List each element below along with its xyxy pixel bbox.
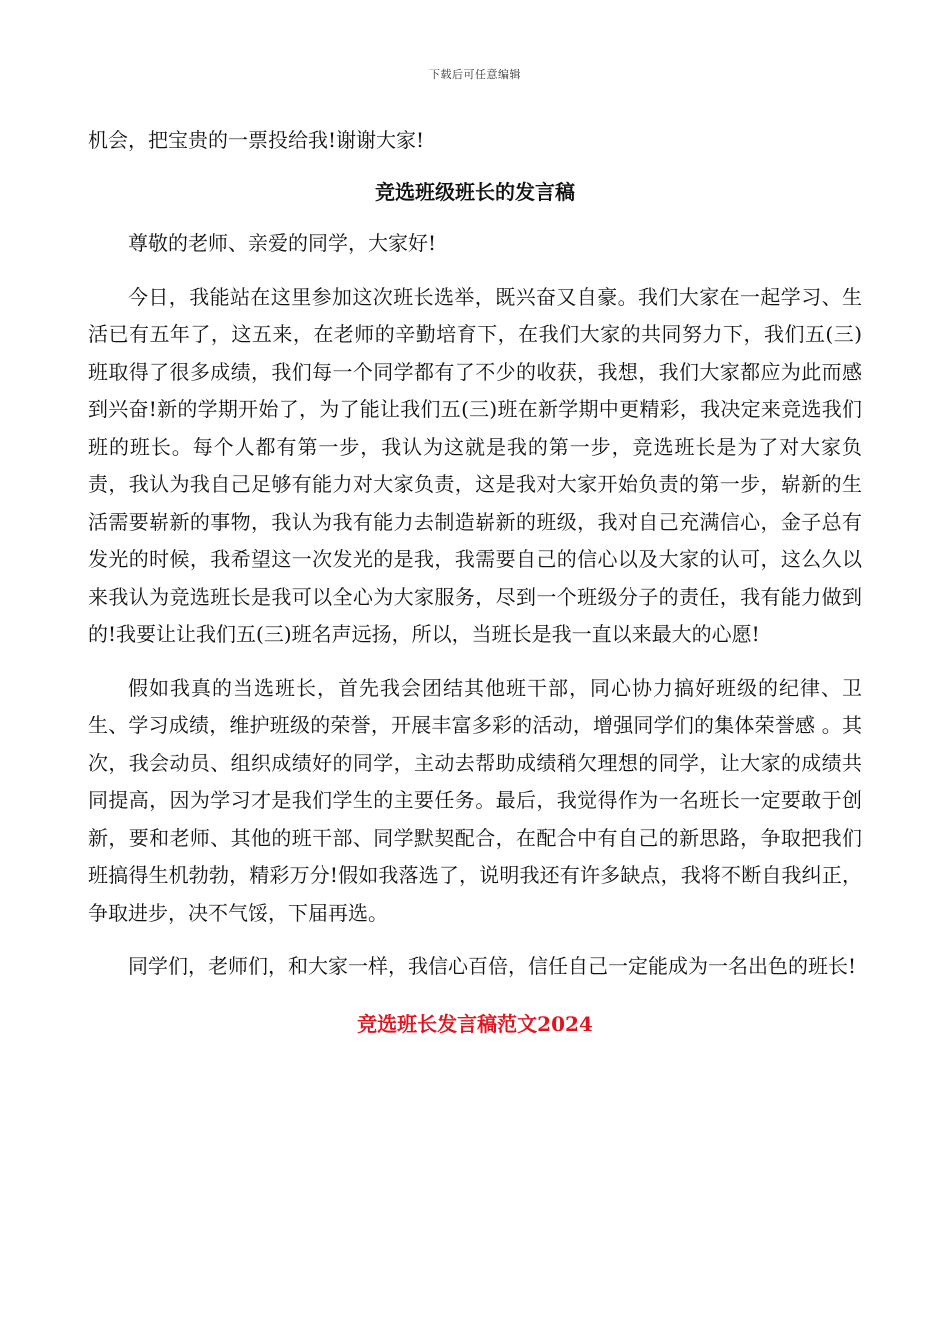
- spacer: [88, 932, 862, 948]
- body-paragraph-2: 假如我真的当选班长，首先我会团结其他班干部，同心协力搞好班级的纪律、卫生、学习成绩，维护班级的荣誉，开展丰富多彩的活动，增强同学们的集体荣誉感 。其次，我会动员、组织成绩好的同学，主动去帮助成绩稍欠理想的同学，让大家的成绩共同提高，因为学习才是我们学生的主要任务。最后，我觉得作为一名班长一定要敢于创新，要和老师、其他的班干部、同学默契配合，在配合中有自己的新思路，争取把我们班搞得生机勃勃，精彩万分!假如我落选了，说明我还有许多缺点，我将不断自我纠正，争取进步，决不气馁，下届再选。: [88, 675, 862, 925]
- spacer: [88, 654, 862, 670]
- document-body: [88, 122, 862, 1043]
- next-section-title: 竞选班长发言稿范文2024: [357, 1011, 593, 1036]
- spacer: [88, 263, 862, 279]
- greeting-paragraph: 尊敬的老师、亲爱的同学，大家好!: [128, 231, 437, 255]
- spacer: [88, 211, 862, 225]
- section-title: 竞选班级班长的发言稿: [375, 179, 575, 204]
- body-paragraph-3: 同学们，老师们，和大家一样，我信心百倍，信任自己一定能成为一名出色的班长!: [128, 954, 857, 978]
- opening-line: 机会，把宝贵的一票投给我!谢谢大家!: [88, 128, 425, 152]
- header-note: 下载后可任意编辑: [429, 68, 521, 81]
- spacer: [88, 160, 862, 174]
- spacer: [88, 986, 862, 1006]
- body-paragraph-1: 今日，我能站在这里参加这次班长选举，既兴奋又自豪。我们大家在一起学习、生活已有五年了，这五来，在老师的辛勤培育下，在我们大家的共同努力下，我们五(三)班取得了很多成绩，我们每一个同学都有了不少的收获，我想，我们大家都应为此而感到兴奋!新的学期开始了，为了能让我们五(三)班在新学期中更精彩，我决定来竞选我们班的班长。每个人都有第一步，我认为这就是我的第一步，竞选班长是为了对大家负责，我认为我自己足够有能力对大家负责，这是我对大家开始负责的第一步，崭新的生活需要崭新的事物，我认为我有能力去制造崭新的班级，我对自己充满信心，金子总有发光的时候，我希望这一次发光的是我，我需要自己的信心以及大家的认可，这么久以来我认为竞选班长是我可以全心为大家服务，尽到一个班级分子的责任，我有能力做到的!我要让让我们五(三)班名声远扬，所以，当班长是我一直以来最大的心愿!: [88, 284, 862, 646]
